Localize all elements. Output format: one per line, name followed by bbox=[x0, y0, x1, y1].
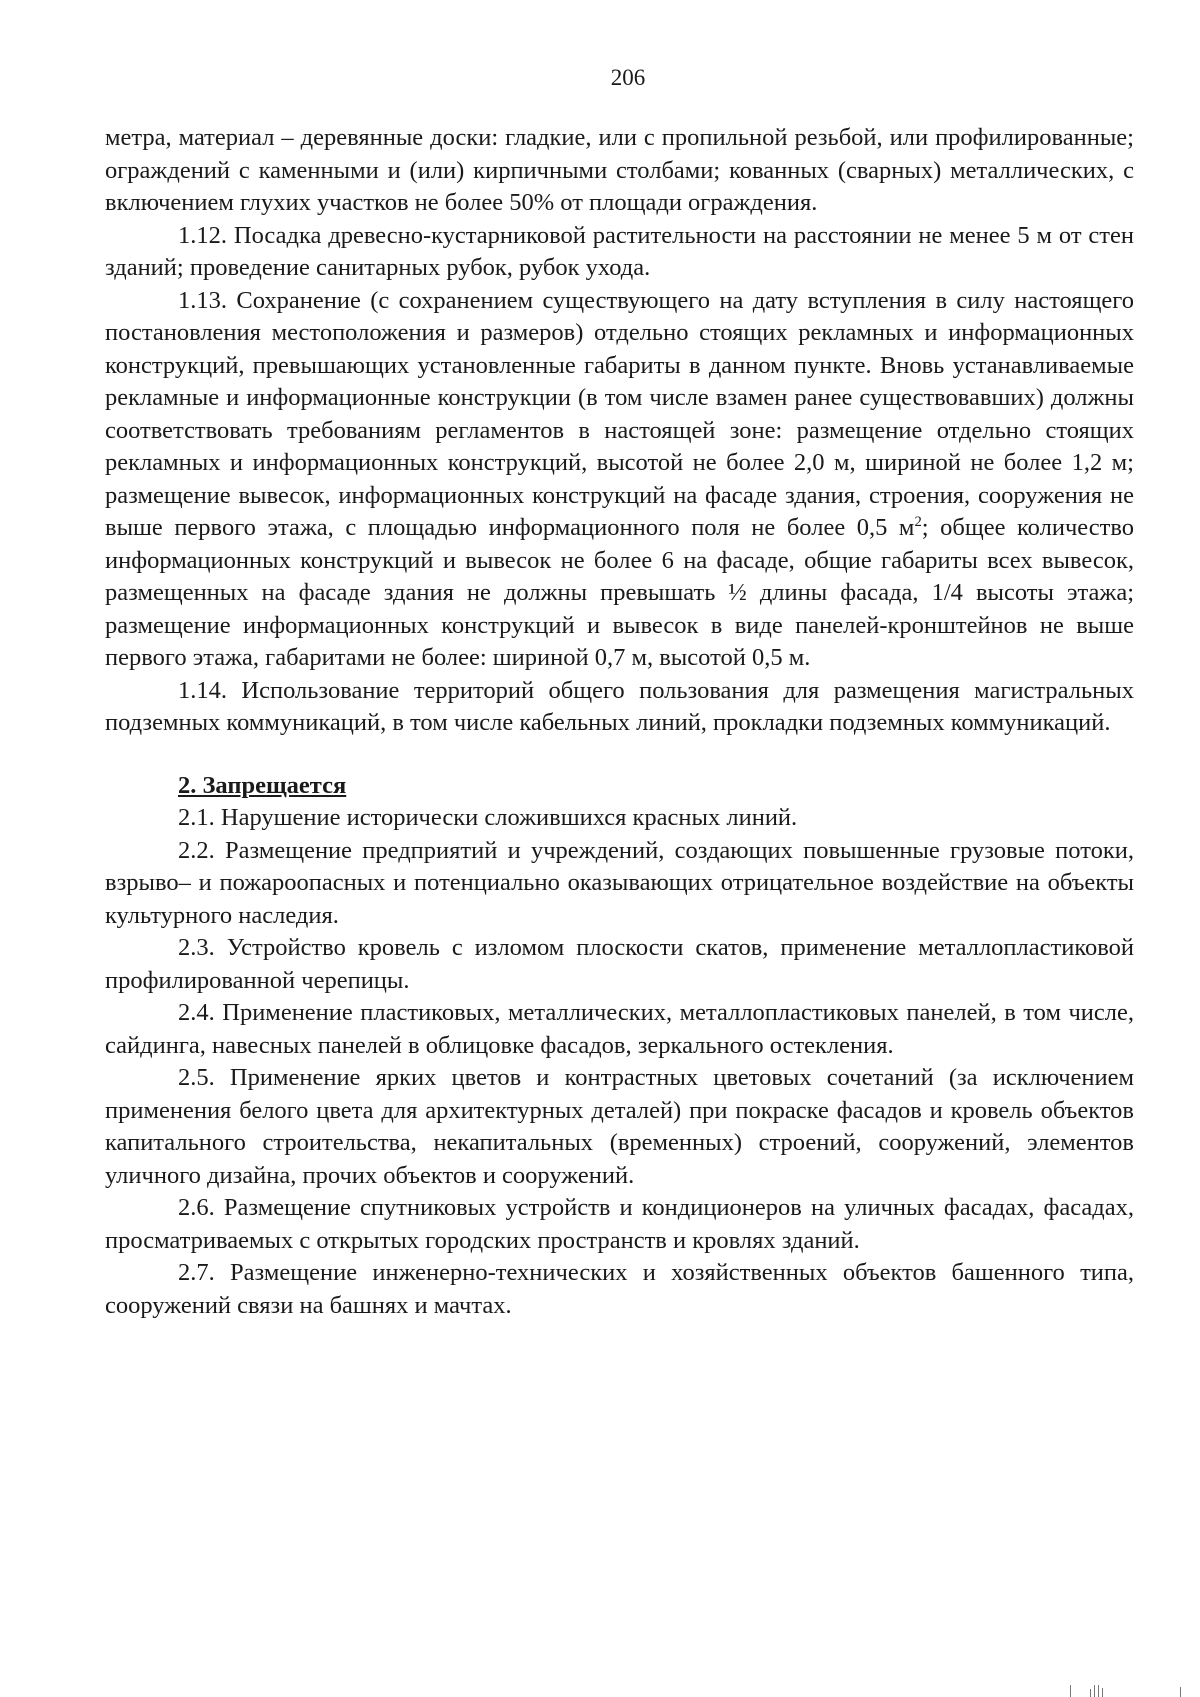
paragraph-2-2: 2.2. Размещение предприятий и учреждений, создающих повышенные грузовые потоки, взрыво– и пожароопасных и потенциально оказывающих отрицательное воздействие на объекты культурного наследия. bbox=[105, 836, 1134, 929]
page-number: 206 bbox=[610, 65, 646, 90]
paragraph-1-13-part-a: 1.13. Сохранение (с сохранением существующего на дату вступления в силу настоящего постановления местоположения и размеров) отдельно стоящих рекламных и информационных конструкций, превышающих установленные габариты в данном пункте. Вновь устанавливаемые рекламные и информационные конструкции (в том числе взамен ранее существовавших) должны соответствовать требованиям регламентов в настоящей зоне: размещение отдельно стоящих рекламных и информационных конструкций, высотой не более 2,0 м, шириной не более 1,2 м; размещение вывесок, информационных конструкций на фасаде здания, строения, сооружения не выше первого этажа, с площадью информационного поля не более 0,5 м bbox=[105, 286, 1134, 541]
paragraph-2-6: 2.6. Размещение спутниковых устройств и кондиционеров на уличных фасадах, фасадах, просматриваемых с открытых городских пространств и кровлях зданий. bbox=[105, 1194, 1134, 1254]
paragraph-2-1: 2.1. Нарушение исторически сложившихся красных линий. bbox=[178, 804, 798, 831]
paragraph-2-4: 2.4. Применение пластиковых, металлических, металлопластиковых панелей, в том числе, сайдинга, навесных панелей в облицовке фасадов, зеркального остекления. bbox=[105, 999, 1134, 1059]
paragraph-1-12: 1.12. Посадка древесно-кустарниковой растительности на расстоянии не менее 5 м от стен зданий; проведение санитарных рубок, рубок ухода. bbox=[105, 221, 1134, 281]
paragraph-2-5: 2.5. Применение ярких цветов и контрастных цветовых сочетаний (за исключением применения белого цвета для архитектурных деталей) при покраске фасадов и кровель объектов капитального строительства, некапитальных (временных) строений, сооружений, элементов уличного дизайна, прочих объектов и сооружений. bbox=[105, 1064, 1134, 1189]
scan-artifact-marks bbox=[1060, 1680, 1200, 1697]
square-meter-superscript: 2 bbox=[914, 513, 922, 530]
section-heading-prohibited: 2. Запрещается bbox=[178, 771, 347, 799]
paragraph-1-13 bbox=[105, 285, 1134, 675]
paragraph-fence-materials: метра, материал – деревянные доски: гладкие, или с пропильной резьбой, или профилированные; ограждений с каменными и (или) кирпичными столбами; кованных (сварных) металлических, с включением глухих участков не более 50% от площади ограждения. bbox=[105, 124, 1134, 216]
paragraph-2-3: 2.3. Устройство кровель с изломом плоскости скатов, применение металлопластиковой профилированной черепицы. bbox=[105, 934, 1134, 994]
paragraph-1-14: 1.14. Использование территорий общего пользования для размещения магистральных подземных коммуникаций, в том числе кабельных линий, прокладки подземных коммуникаций. bbox=[105, 676, 1134, 736]
paragraph-1-13-part-b: ; общее количество информационных конструкций и вывесок не более 6 на фасаде, общие габариты всех вывесок, размещенных на фасаде здания не должны превышать ½ длины фасада, 1/4 высоты этажа; размещение информационных конструкций и вывесок в виде панелей-кронштейнов не выше первого этажа, габаритами не более: шириной 0,7 м, высотой 0,5 м. bbox=[105, 514, 1134, 671]
document-body bbox=[105, 122, 1134, 1322]
paragraph-2-7: 2.7. Размещение инженерно-технических и хозяйственных объектов башенного типа, сооружений связи на башнях и мачтах. bbox=[105, 1259, 1134, 1319]
